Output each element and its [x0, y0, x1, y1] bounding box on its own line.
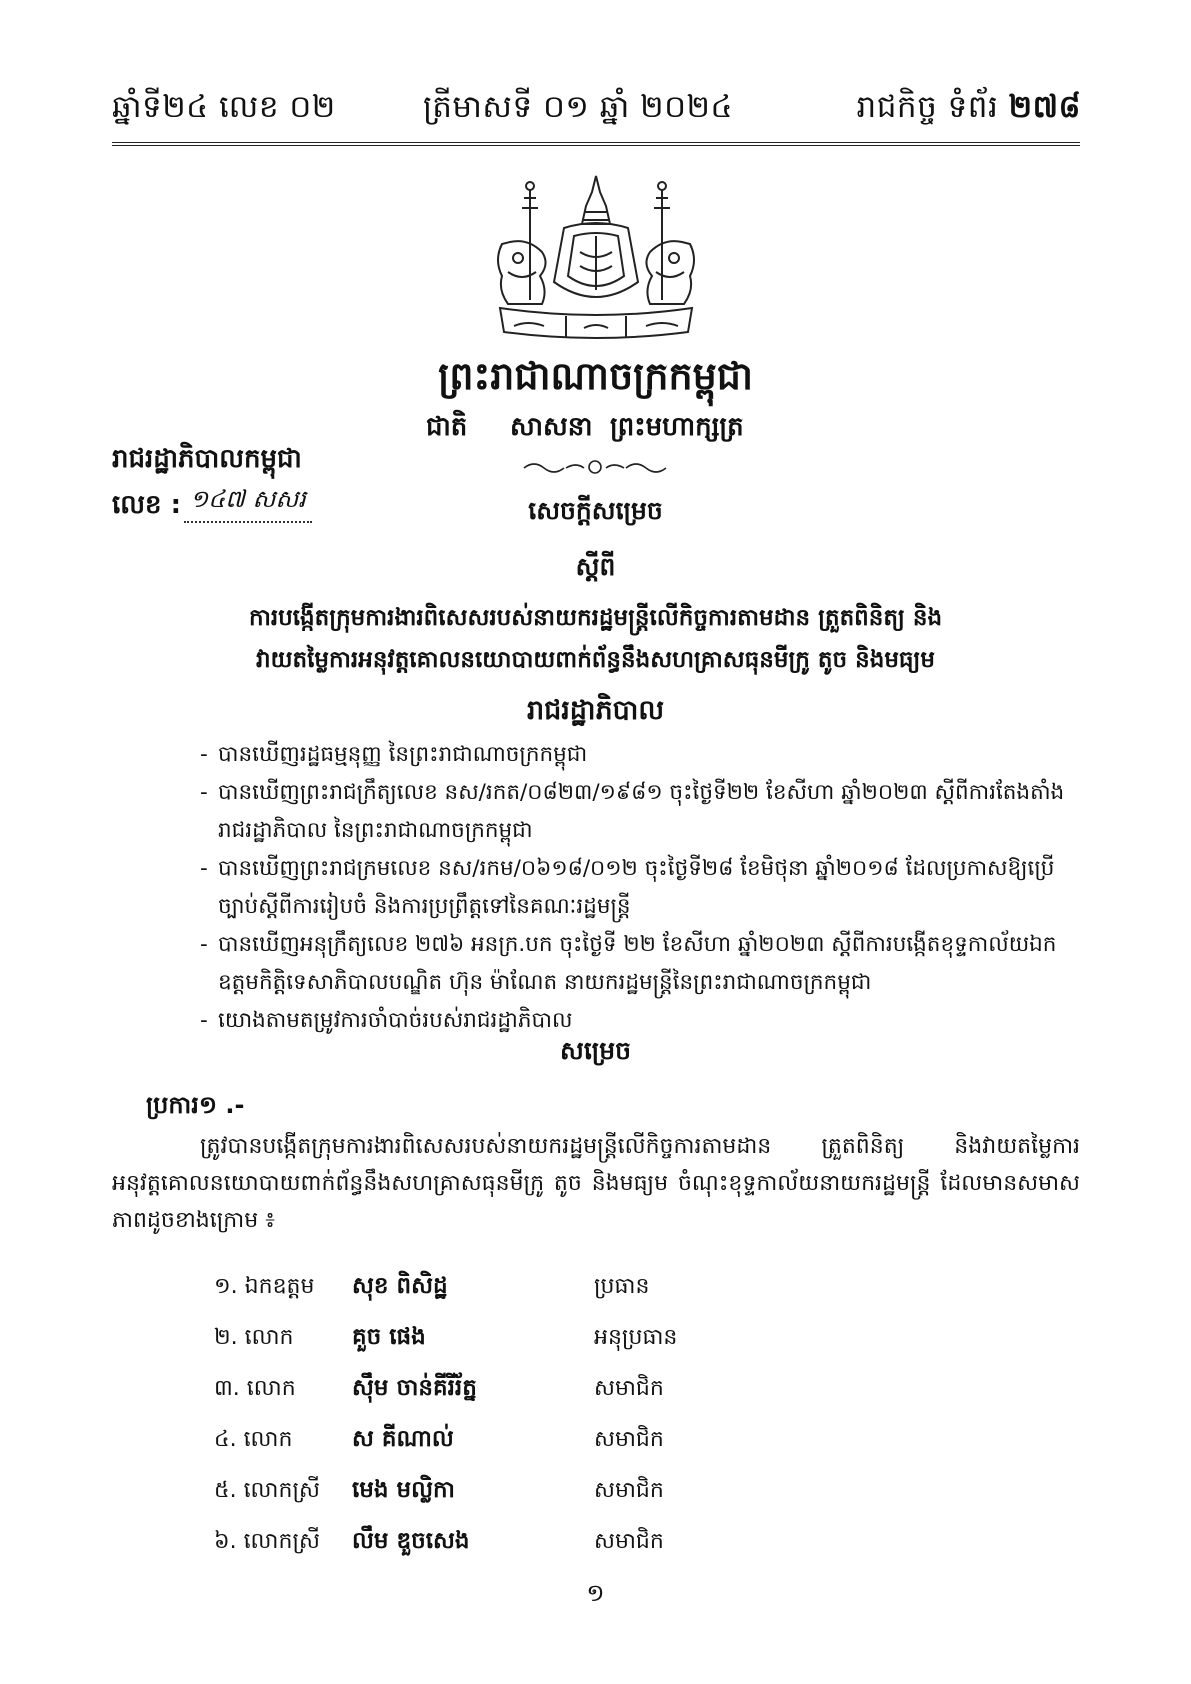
- member-row: [214, 1374, 914, 1425]
- header-volume: ឆ្នាំទី២៤ លេខ ០២: [112, 89, 336, 125]
- consideration-item: - បានឃើញព្រះរាជក្រឹត្យលេខ នស/រកត/០៨២៣/១៩៨១ ចុះថ្ងៃទី២២ ខែសីហា ឆ្នាំ២០២៣ ស្តីពីការតែងតាំងរាជរដ្ឋាភិបាល នៃព្រះរាជាណាចក្រកម្ពុជា: [200, 780, 1065, 843]
- decision-title-line2: វាយតម្លៃការអនុវត្តគោលនយោបាយពាក់ព័ន្ធនឹងសហគ្រាសធុនមីក្រូ តូច និងមធ្យម: [256, 647, 935, 673]
- member-role: សមាជិក: [594, 1529, 664, 1554]
- page-number: ១: [586, 1579, 605, 1607]
- member-name: គួច ផេង: [352, 1324, 426, 1350]
- article1-text: ត្រូវបានបង្កើតក្រុមការងារពិសេសរបស់នាយករដ្ឋមន្ត្រីលើកិច្ចការតាមដាន ត្រួតពិនិត្យ និងវាយតម្លៃការអនុវត្តគោលនយោបាយពាក់ព័ន្ធនឹងសហគ្រាសធុនមីក្រូ តូច និងមធ្យម ចំណុះខុទ្ទកាល័យនាយករដ្ឋមន្ត្រី ដែលមានសមាសភាពដូចខាងក្រោម ៖: [112, 1134, 1080, 1233]
- header-gazette-page: [857, 88, 1081, 133]
- considerations-list: [200, 736, 1080, 1040]
- header-rule: [112, 142, 1080, 146]
- members-list: [214, 1272, 914, 1578]
- member-name: សុខ ពិសិដ្ឋ: [352, 1273, 448, 1299]
- member-name: លឹម ឌួចសេង: [352, 1528, 470, 1554]
- decision-type: សេចក្តីសម្រេច: [528, 496, 663, 525]
- motto-king: ព្រះមហាក្សត្រ: [610, 412, 744, 442]
- member-number-title: ៥. លោកស្រី: [214, 1478, 320, 1503]
- member-role: សមាជិក: [594, 1478, 664, 1503]
- consideration-item: - បានឃើញអនុក្រឹត្យលេខ ២៧៦ អនក្រ.បក ចុះថ្ងៃទី ២២ ខែសីហា ឆ្នាំ២០២៣ ស្តីពីការបង្កើតខុទ្ទកាល័យឯកឧត្តមកិត្តិទេសាភិបាលបណ្ឌិត ហ៊ុន ម៉ាណែត នាយករដ្ឋមន្ត្រីនៃព្រះរាជាណាចក្រកម្ពុជា: [200, 932, 1057, 995]
- decision-title-line1: ការបង្កើតក្រុមការងារពិសេសរបស់នាយករដ្ឋមន្ត្រីលើកិច្ចការតាមដាន ត្រួតពិនិត្យ និង: [248, 605, 943, 631]
- member-role: ប្រធាន: [594, 1274, 650, 1299]
- member-row: [214, 1476, 914, 1527]
- consideration-item: - បានឃើញរដ្ឋធម្មនុញ្ញ នៃព្រះរាជាណាចក្រកម្ពុជា: [200, 742, 588, 767]
- decision-authority: រាជរដ្ឋាភិបាល: [526, 695, 665, 726]
- article1-heading: ប្រការ១ .-: [146, 1091, 245, 1119]
- ref-number-label: លេខ :: [112, 490, 181, 520]
- member-role: សមាជិក: [594, 1376, 664, 1401]
- member-row: [214, 1272, 914, 1323]
- decides-heading: សម្រេច: [560, 1036, 631, 1065]
- member-number-title: ៣. លោក: [214, 1376, 296, 1401]
- member-number-title: ៤. លោក: [214, 1427, 293, 1452]
- member-name: ស៊ឹម ចាន់គីរីរ័ត្ន: [352, 1375, 477, 1401]
- member-number-title: ១. ឯកឧត្តម: [214, 1274, 315, 1299]
- consideration-item: - បានឃើញព្រះរាជក្រមលេខ នស/រកម/០៦១៨/០១២ ចុះថ្ងៃទី២៨ ខែមិថុនា ឆ្នាំ២០១៨ ដែលប្រកាសឱ្យប្រើច្បាប់ស្តីពីការរៀបចំ និងការប្រព្រឹត្តទៅនៃគណៈរដ្ឋមន្ត្រី: [200, 856, 1055, 919]
- header-page-number: ២៧៨: [1008, 89, 1081, 125]
- member-row: [214, 1323, 914, 1374]
- consideration-item: - យោងតាមតម្រូវការចាំបាច់របស់រាជរដ្ឋាភិបាល: [200, 1008, 573, 1033]
- kingdom-title: ព្រះរាជាណាចក្រកម្ពុជា: [438, 354, 753, 398]
- header-gazette-label: រាជកិច្ច ទំព័រ: [856, 89, 1009, 125]
- member-role: អនុប្រធាន: [594, 1325, 678, 1350]
- header-quarter: ត្រីមាសទី ០១ ឆ្នាំ ២០២៤: [423, 89, 733, 125]
- motto-nation: ជាតិ: [426, 412, 468, 442]
- decision-on: ស្តីពី: [575, 552, 616, 581]
- motto-religion: សាសនា: [510, 412, 593, 442]
- member-number-title: ២. លោក: [214, 1325, 294, 1350]
- member-role: សមាជិក: [594, 1427, 664, 1452]
- member-name: ស គីណាល់: [352, 1426, 454, 1452]
- member-row: [214, 1527, 914, 1578]
- member-name: មេង មល្លិកា: [352, 1477, 455, 1503]
- ref-number-handwritten: ១៤៧ សសរ: [184, 484, 312, 523]
- ornament-divider-icon: [520, 456, 670, 478]
- royal-coat-of-arms-emblem: [488, 172, 704, 342]
- issuer-name: រាជរដ្ឋាភិបាលកម្ពុជា: [112, 444, 302, 474]
- member-number-title: ៦. លោកស្រី: [214, 1529, 320, 1554]
- member-row: [214, 1425, 914, 1476]
